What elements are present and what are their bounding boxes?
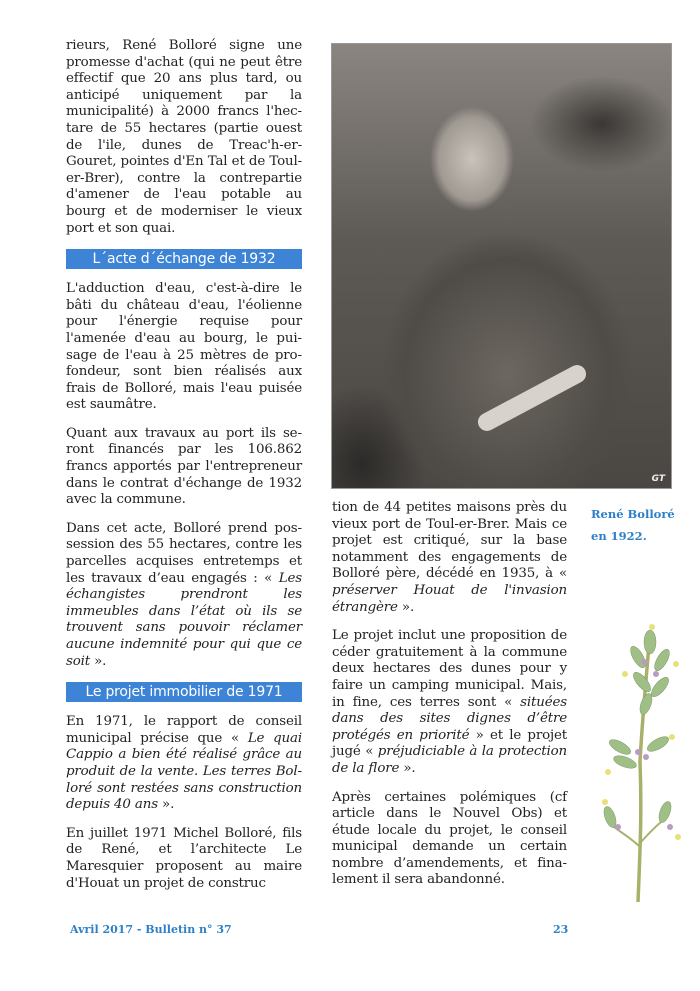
page-number: 23 [553, 923, 569, 936]
paragraph: rieurs, René Bolloré signe une promesse d'achat (qui ne peut être effectif que 20 ans plus tard, ou anticipé uniquement par la municipalité) à 2000 francs l'hectare de 55 hectares (partie ouest de l'ile, dunes de Treac'h-er-Gouret, pointes d'En Tal et de Toul-er-Brer), contre la contrepartie d'amener de l'eau potable au bourg et de moderniser le vieux port et son quai. [66, 38, 302, 236]
text-run: » et le projet jugé « [332, 727, 567, 760]
text-run: ». [399, 760, 416, 776]
plant-illustration-icon [580, 612, 690, 912]
quote: situées dans des sites dignes d’être protégés en priorité [332, 694, 567, 743]
paragraph [332, 500, 567, 616]
paragraph: Quant aux travaux au port ils seront financés par les 106.862 francs apportés par l'entrepreneur dans le contrat d'échange de 1932 avec la commune. [66, 425, 302, 508]
paragraph [66, 521, 302, 670]
quote: Les échangistes prendront les immeubles dans l’état où ils se trouvent sans pouvoir réclamer aucune indemnité pour qui que ce soit [66, 570, 302, 669]
portrait-photo [331, 43, 672, 489]
section-heading: L´acte d´échange de 1932 [66, 249, 302, 269]
paragraph: Après certaines polémiques (cf article dans le Nouvel Obs) et étude locale du projet, le conseil municipal demande un certain nombre d’amendements, et finalement il sera abandonné. [332, 789, 567, 888]
paragraph [66, 714, 302, 814]
quote: préserver Houat de l'invasion étrangère [332, 582, 567, 615]
text-run: En 1971, le rapport de conseil municipal précise que « [66, 714, 302, 746]
quote: Le quai Cappio a bien été réalisé grâce au produit de la vente. Les terres Bolloré sont restées sans construction depuis 40 ans [66, 730, 302, 813]
paragraph: L'adduction d'eau, c'est-à-dire le bâti du château d'eau, l'éolienne pour l'énergie requise pour l'amenée d'eau au bourg, le puisage de l'eau à 25 mètres de profondeur, sont bien réalisés aux frais de Bolloré, mais l'eau puisée est saumâtre. [66, 281, 302, 413]
paragraph: En juillet 1971 Michel Bolloré, fils de René, et l’architecte Le Maresquier proposent au maire d'Houat un projet de construc [66, 825, 302, 891]
scroll-document-shape [475, 362, 589, 434]
text-run: ». [90, 653, 107, 669]
photo-caption: René Bolloré en 1922. [591, 507, 675, 543]
text-run: Dans cet acte, Bolloré prend possession des 55 hectares, contre les parcelles acquises entretemps et les travaux d’eau engagés : « [66, 520, 302, 586]
paragraph [332, 628, 567, 777]
text-run: tion de 44 petites maisons près du vieux port de Toul-er-Brer. Mais ce projet est critiqué, sur la base notamment des engagements de Bolloré père, décédé en 1935, à « [332, 500, 567, 582]
footer-bulletin-info: Avril 2017 - Bulletin n° 37 [70, 923, 232, 936]
middle-column [332, 500, 567, 901]
quote: préjudiciable à la protection de la flore [332, 744, 567, 776]
photo-watermark: GT [651, 474, 665, 484]
section-heading: Le projet immobilier de 1971 [66, 682, 302, 702]
text-run: Le projet inclut une proposition de céder gratuitement à la commune deux hectares des dunes pour y faire un camping municipal. Mais, in fine, ces terres sont « [332, 628, 567, 710]
left-column [66, 38, 302, 904]
text-run: ». [397, 599, 415, 615]
text-run: ». [157, 797, 175, 813]
